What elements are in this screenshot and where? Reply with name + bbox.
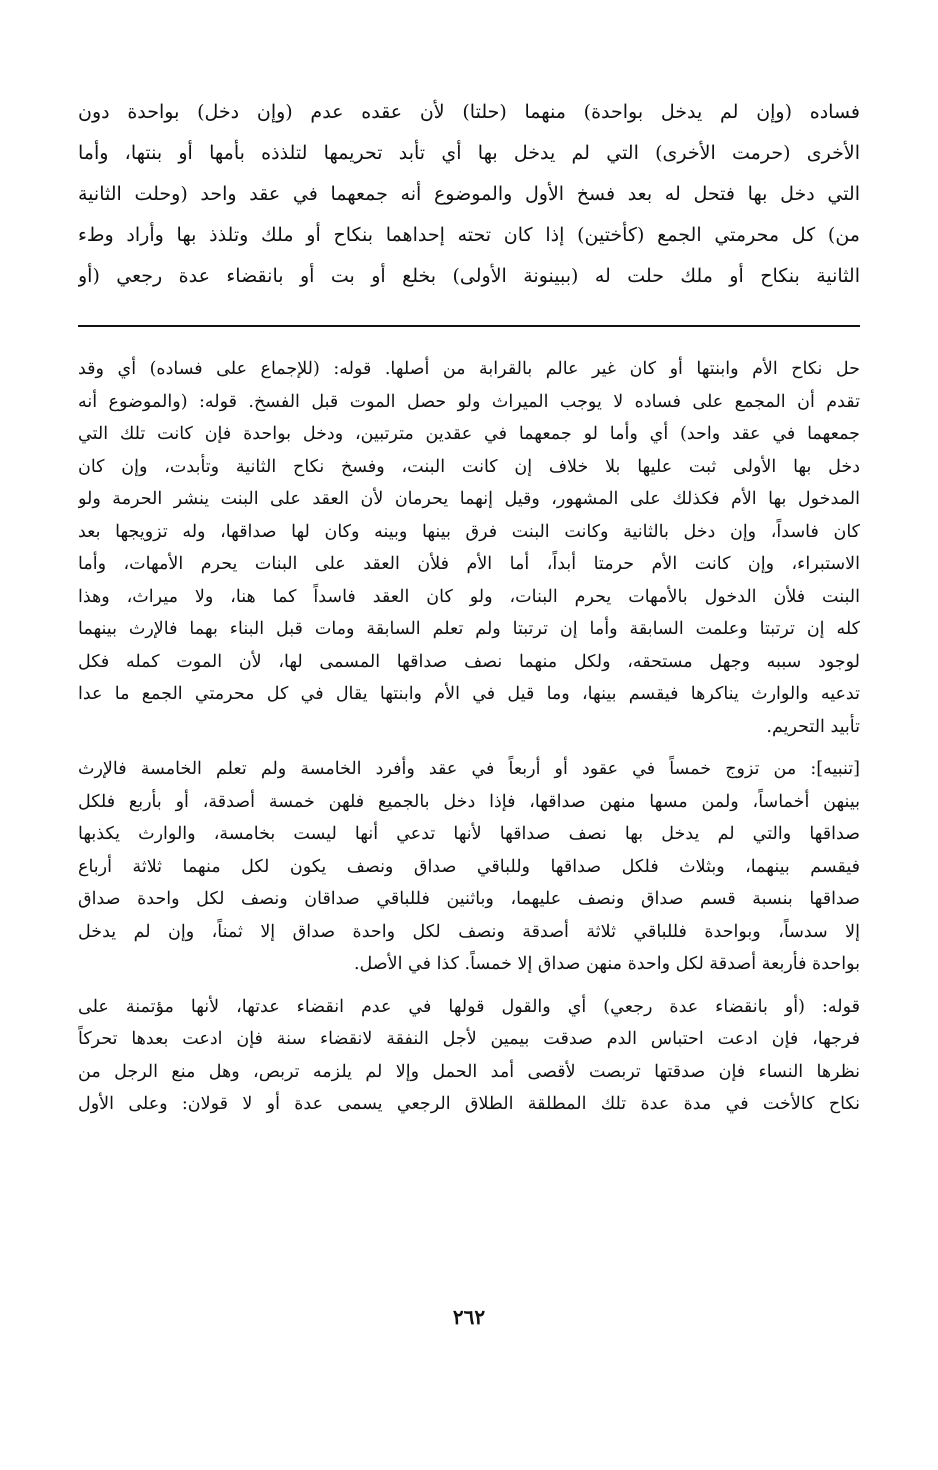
main-text-line: فساده (وإن لم يدخل بواحدة) منهما (حلتا) لأن عقده عدم (وإن دخل) بواحدة دون xyxy=(78,101,860,123)
page-body xyxy=(78,92,860,1121)
main-text-line: من) كل محرمتي الجمع (كأختين) إذا كان تحته إحداهما بنكاح أو ملك وتلذذ بها وأراد وطء xyxy=(78,224,860,246)
paragraph-gap xyxy=(78,981,860,991)
commentary-line: البنت فلأن الدخول بالأمهات يحرم البنات، ولو كان العقد فاسداً كما هنا، ولا ميراث، وهذا xyxy=(78,586,860,607)
commentary-line: المدخول بها الأم فكذلك على المشهور، وقيل إنهما يحرمان لأن العقد على البنت ينشر الحرمة ولو xyxy=(78,489,860,509)
commentary-paragraph-2 xyxy=(78,753,860,981)
commentary-line: فيقسم بينهما، وبثلاث فلكل صداقها وللباقي صداق ونصف يكون لكل منهما ثلاثة أرباع xyxy=(78,856,860,877)
commentary-line: تأبيد التحريم. xyxy=(766,716,860,737)
commentary-line: بينهن أخماساً، ولمن مسها منهن صداقها، فإذا دخل بالجميع فلهن خمسة أصدقة، أو بأربع فلكل xyxy=(78,791,860,812)
footnote-separator-rule xyxy=(78,325,860,327)
paragraph-gap xyxy=(78,743,860,753)
commentary-paragraph-1 xyxy=(78,353,860,743)
commentary-line: نكاح كالأخت في مدة عدة تلك المطلقة الطلاق الرجعي يسمى عدة أو لا قولان: وعلى الأول xyxy=(78,1094,860,1114)
commentary-line: تقدم أن المجمع على فساده لا يوجب الميراث ولو حصل الموت قبل الفسخ. قوله: (والموضوع أنه xyxy=(78,391,860,412)
commentary-block xyxy=(78,353,860,1121)
commentary-line: لوجود سببه وجهل مستحقه، ولكل منهما نصف صداقها المسمى لها، لأن الموت كمله فكل xyxy=(78,651,860,672)
commentary-line: حل نكاح الأم وابنتها أو كان غير عالم بالقرابة من أصلها. قوله: (للإجماع على فساده) أي وقد xyxy=(78,359,860,379)
commentary-line: [تنبيه]: من تزوج خمساً في عقود أو أربعاً في عقد وأفرد الخامسة ولم تعلم الخامسة فالإرث xyxy=(78,759,860,779)
commentary-line: قوله: (أو بانقضاء عدة رجعي) أي والقول قولها في عدم انقضاء عدتها، لأنها مؤتمنة على xyxy=(78,996,860,1017)
commentary-line: بواحدة فأربعة أصدقة لكل واحدة منهن صداق إلا خمساً. كذا في الأصل. xyxy=(353,954,860,974)
commentary-line: صداقها والتي لم يدخل بها نصف صداقها لأنها تدعي أنها ليست بخامسة، والوارث يكذبها xyxy=(78,824,860,844)
commentary-line: الاستبراء، وإن كانت الأم حرمتا أبداً، أما الأم فلأن العقد على البنات يحرم الأمهات، وأما xyxy=(78,554,860,574)
commentary-line: إلا سدساً، وبواحدة فللباقي ثلاثة أصدقة ونصف لكل واحدة صداق إلا ثمناً، وإن لم يدخل xyxy=(78,921,860,942)
main-text-line: التي دخل بها فتحل له بعد فسخ الأول والموضوع أنه جمعهما في عقد واحد (وحلت الثانية xyxy=(78,183,860,205)
commentary-line: كان فاسداً، وإن دخل بالثانية وكانت البنت فرق بينها وبينه وكان لها صداقها، وله تزويجها بعد xyxy=(78,521,860,542)
commentary-paragraph-3 xyxy=(78,991,860,1121)
commentary-line: كله إن ترتبتا وعلمت السابقة وأما إن ترتبتا ولم تعلم السابقة ومات قبل البناء بهما فالإرث بينهما xyxy=(78,619,860,639)
commentary-line: جمعهما في عقد واحد) أي وأما لو جمعهما في عقدين مترتبين، ودخل بواحدة فإن كانت تلك التي xyxy=(78,424,860,444)
commentary-line: نظرها النساء فإن صدقتها تربصت لأقصى أمد الحمل وإلا لم يلزمه تربص، وهل منع الرجل من xyxy=(78,1061,860,1082)
commentary-line: صداقها بنسبة قسم صداق ونصف عليهما، وباثنين فللباقي صداقان ونصف لكل واحدة صداق xyxy=(78,889,860,909)
commentary-line: فرجها، فإن ادعت احتباس الدم صدقت بيمين لأجل النفقة لانقضاء سنة فإن ادعت بعدها تحركاً xyxy=(78,1029,860,1049)
commentary-line: تدعيه والوارث يناكرها فيقسم بينها، وما قيل في الأم وابنتها يقال في كل محرمتي الجمع ما عدا xyxy=(78,684,860,704)
main-text-line: الأخرى (حرمت الأخرى) التي لم يدخل بها أي تأبد تحريمها لتلذذه بأمها أو بنتها، وأما xyxy=(78,142,860,164)
main-text-block xyxy=(78,92,860,297)
commentary-line: دخل بها الأولى ثبت عليها بلا خلاف إن كانت البنت، وفسخ نكاح الثانية وتأبدت، وإن كان xyxy=(78,456,860,477)
page-number: ٢٦٢ xyxy=(452,1305,486,1329)
main-text-line: الثانية بنكاح أو ملك حلت له (ببينونة الأولى) بخلع أو بت أو بانقضاء عدة رجعي (أو xyxy=(78,265,860,287)
